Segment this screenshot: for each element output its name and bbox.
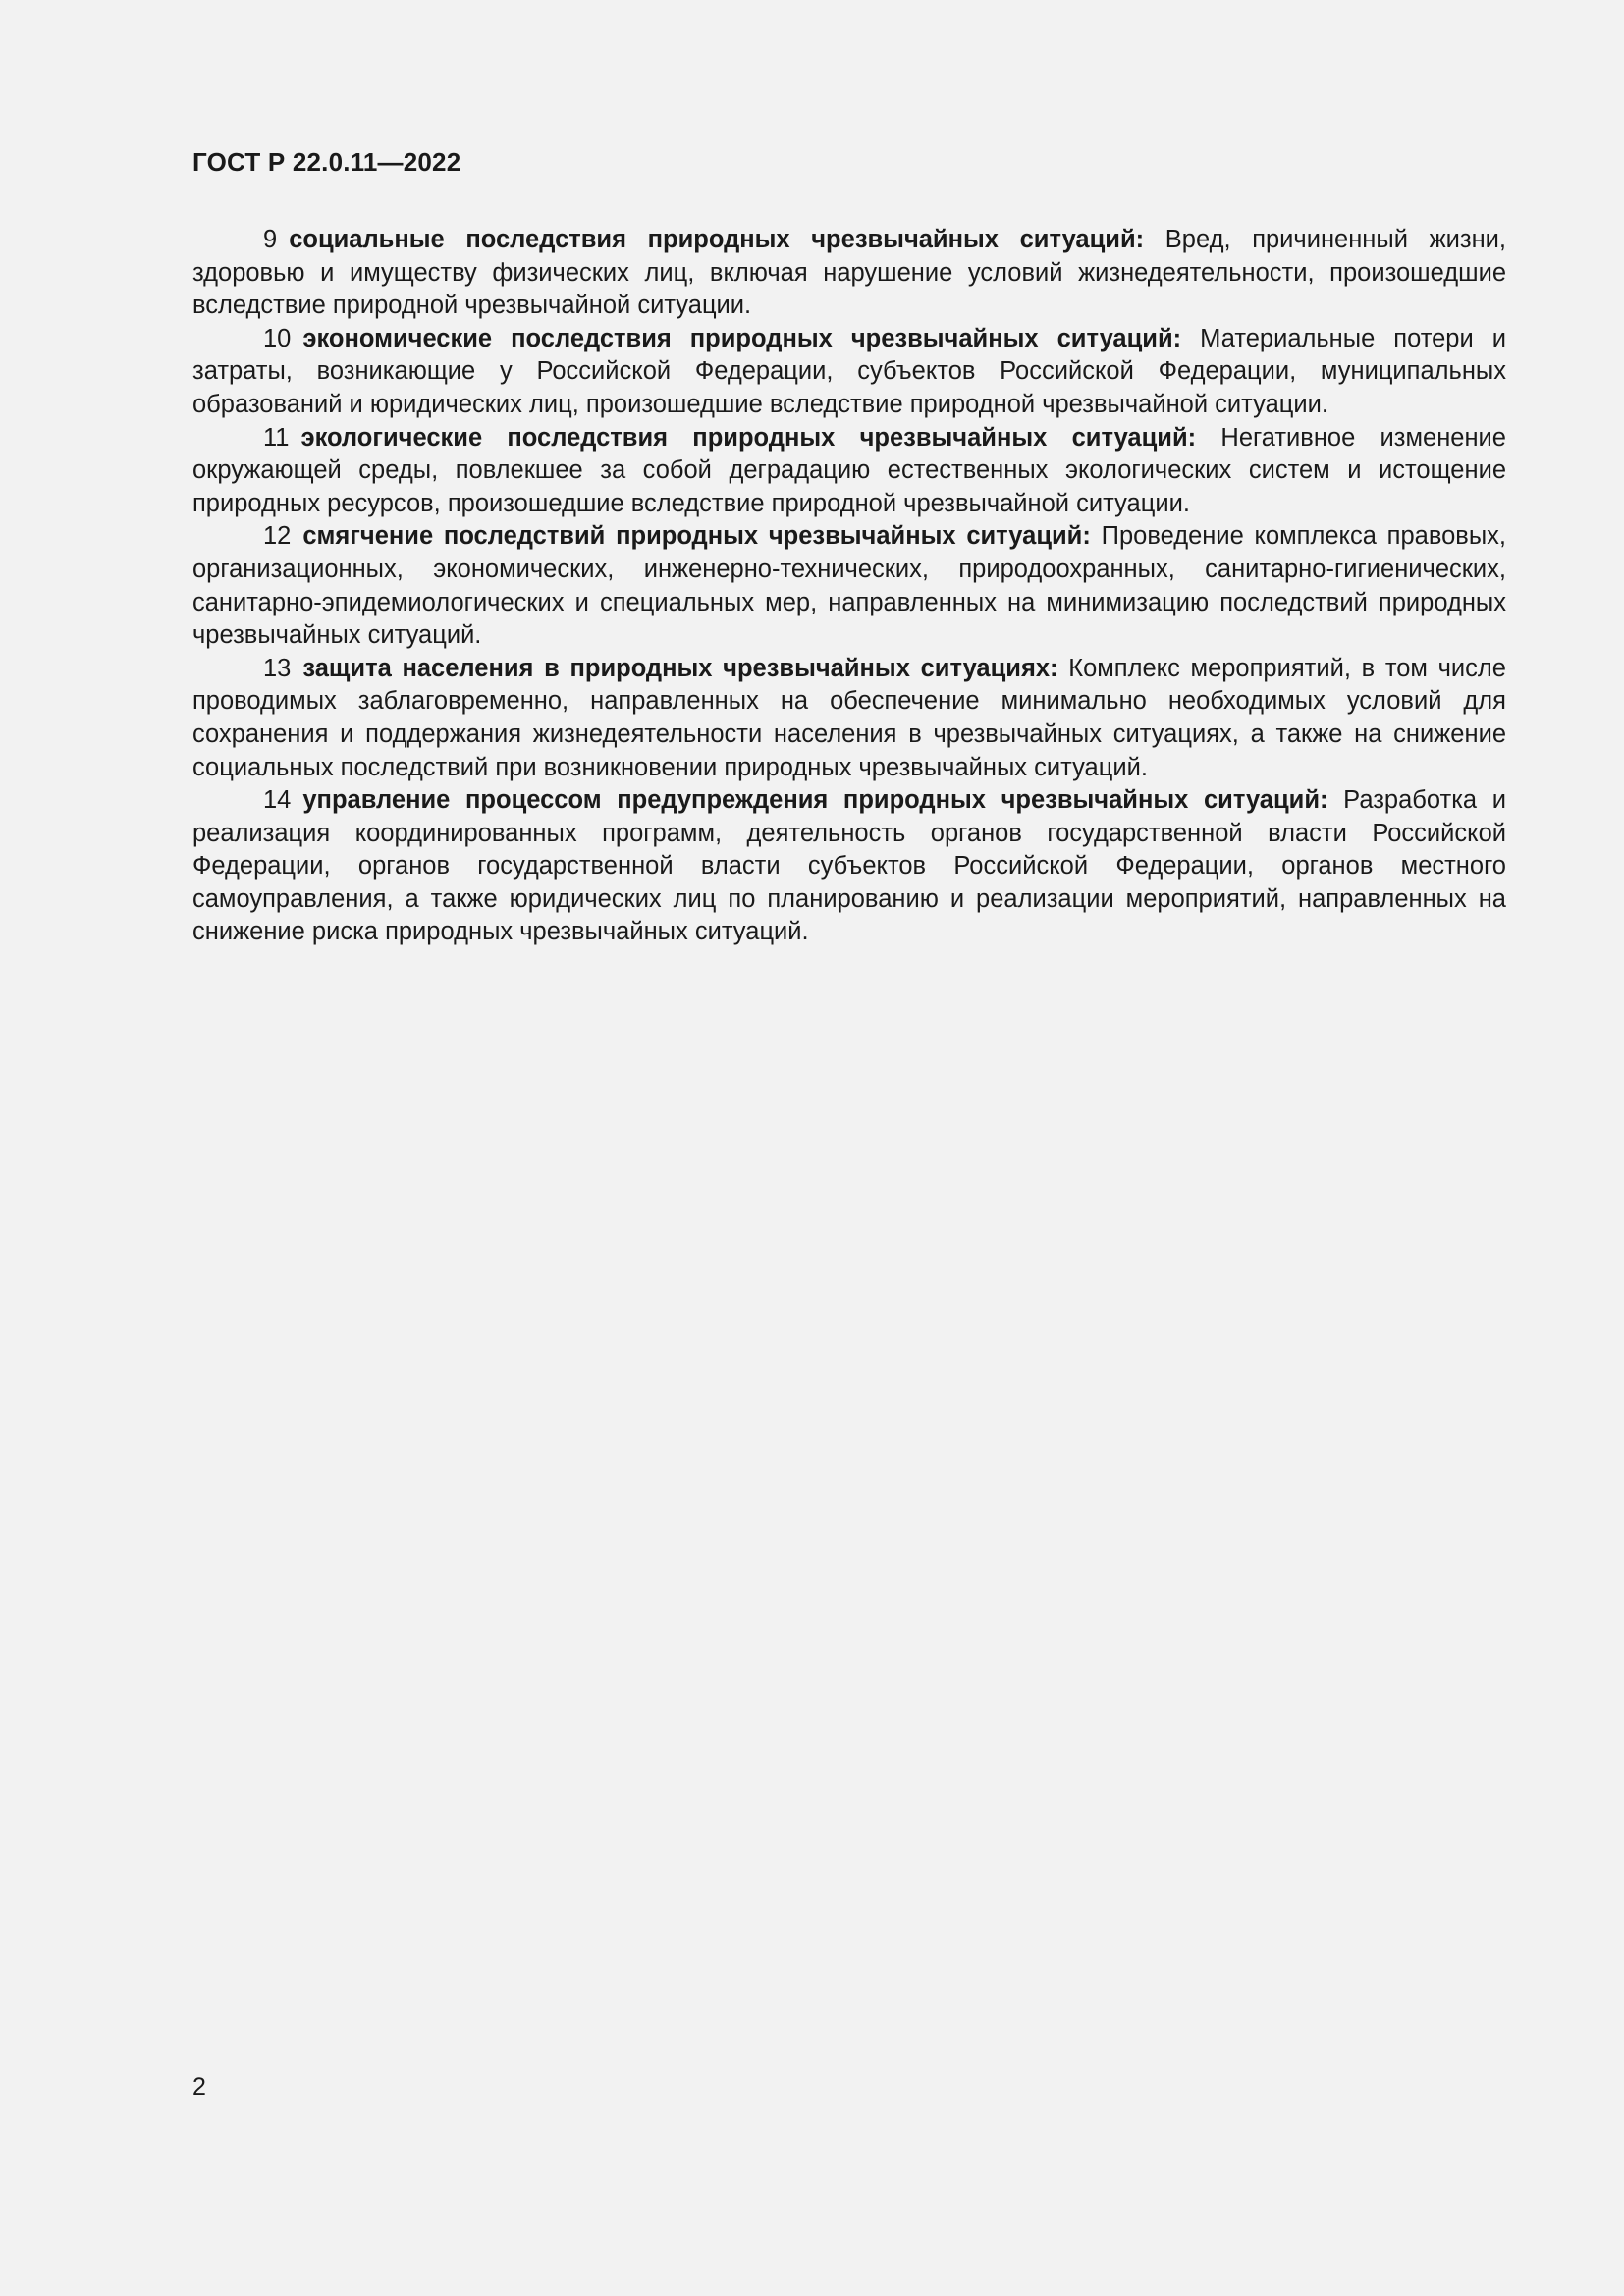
term-definition: Проведение комплекса правовых, организационных, экономических, инженерно-технических, природоохранных, санитарно-гигиенических, санитарно-эпидемиологических и специальных мер, направленных на минимизацию последствий природных чрезвычайных ситуаций.: [192, 522, 1506, 650]
term-name: социальные последствия природных чрезвычайных ситуаций:: [289, 226, 1145, 253]
term-entry-12: [192, 520, 1506, 652]
term-definition: Разработка и реализация координированных программ, деятельность органов государственной власти Российской Федерации, органов государственной власти субъектов Российской Федерации, органов местного самоуправления, а также юридических лиц по планированию и реализации мероприятий, направленных на снижение риска природных чрезвычайных ситуаций.: [192, 786, 1506, 946]
term-name: защита населения в природных чрезвычайных ситуациях:: [302, 654, 1058, 682]
term-number: 14: [263, 786, 292, 815]
term-name: экономические последствия природных чрезвычайных ситуаций:: [302, 324, 1182, 352]
term-entry-11: [192, 422, 1506, 521]
term-number: 9: [263, 226, 278, 253]
term-entry-9: [192, 224, 1506, 323]
term-entry-13: [192, 653, 1506, 784]
term-number: 13: [263, 654, 292, 682]
term-entry-14: [192, 784, 1506, 949]
term-definition: Негативное изменение окружающей среды, повлекшее за собой деградацию естественных экологических систем и истощение природных ресурсов, произошедшие вследствие природной чрезвычайной ситуации.: [192, 423, 1506, 517]
term-name: экологические последствия природных чрезвычайных ситуаций:: [300, 423, 1197, 452]
term-definition: Материальные потери и затраты, возникающие у Российской Федерации, субъектов Российской Федерации, муниципальных образований и юридических лиц, произошедшие вследствие природной чрезвычайной ситуации.: [192, 324, 1507, 418]
term-entry-10: [192, 323, 1506, 422]
page-number: 2: [192, 2073, 206, 2101]
term-number: 12: [263, 522, 292, 551]
term-definition: Комплекс мероприятий, в том числе проводимых заблаговременно, направленных на обеспечение минимально необходимых условий для сохранения и поддержания жизнедеятельности населения в чрезвычайных ситуациях, а также на снижение социальных последствий при возникновении природных чрезвычайных ситуаций.: [192, 654, 1506, 781]
term-name: смягчение последствий природных чрезвычайных ситуаций:: [302, 522, 1091, 551]
term-number: 10: [263, 324, 292, 352]
term-definition: Вред, причиненный жизни, здоровью и имуществу физических лиц, включая нарушение условий жизнедеятельности, произошедшие вследствие природной чрезвычайной ситуации.: [192, 226, 1506, 320]
terms-list: [192, 224, 1506, 949]
standard-designation: ГОСТ Р 22.0.11—2022: [192, 147, 461, 177]
term-number: 11: [263, 423, 290, 452]
term-name: управление процессом предупреждения природных чрезвычайных ситуаций:: [302, 786, 1328, 815]
